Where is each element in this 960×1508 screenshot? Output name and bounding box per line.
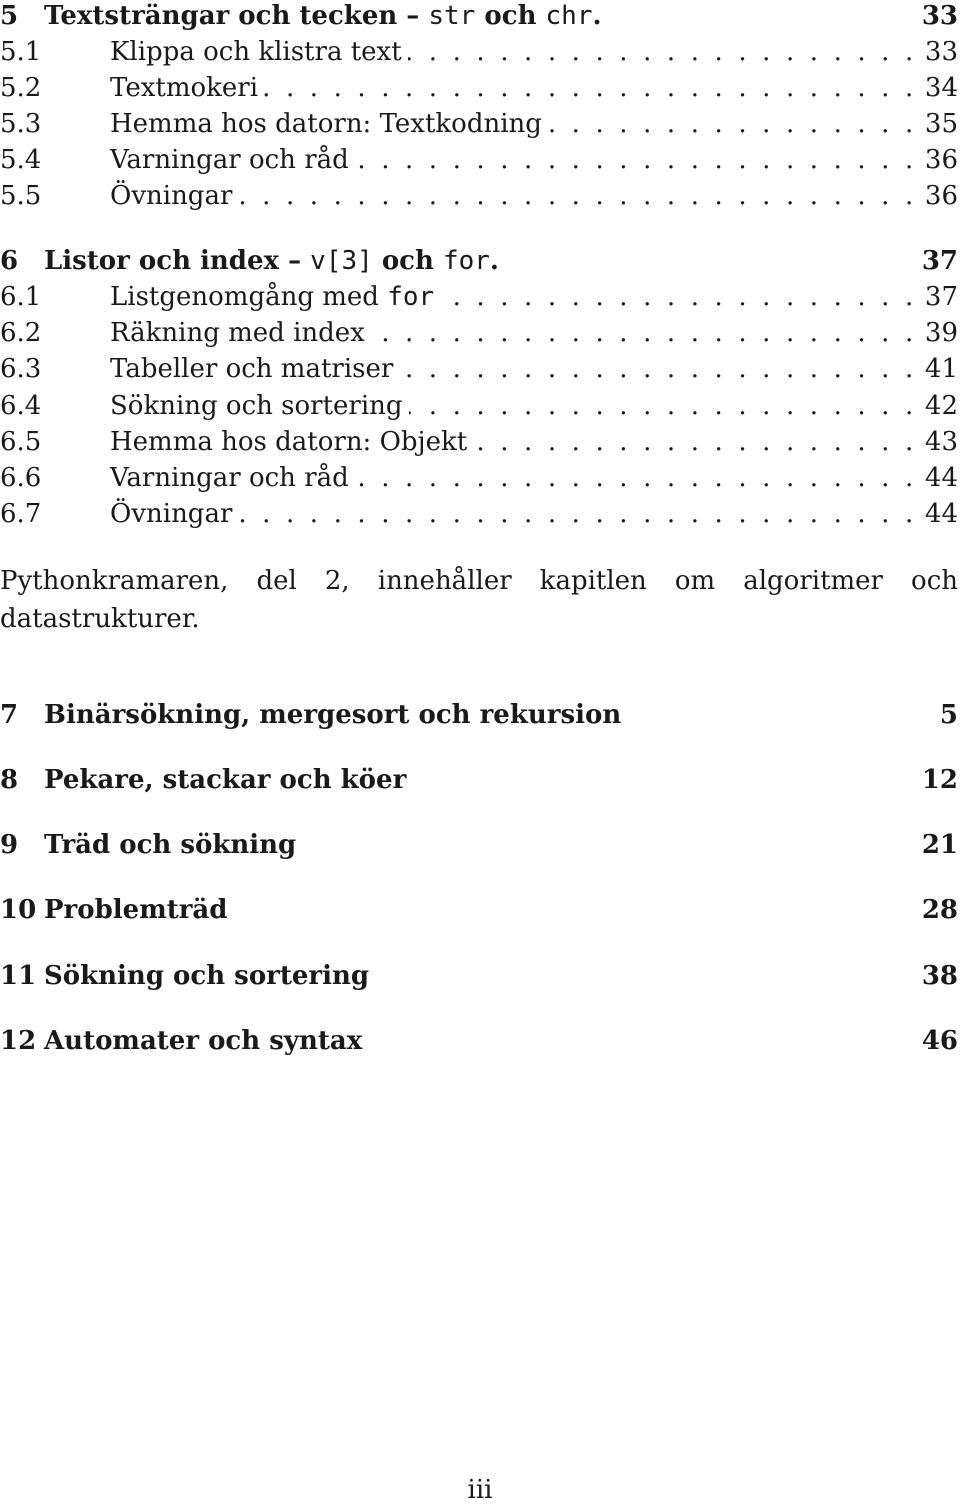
toc-section-5-3[interactable]	[0, 106, 958, 142]
chapter-title: Träd och sökning	[44, 830, 297, 860]
toc-chapter-8[interactable]	[0, 762, 958, 798]
chapter-title: Listor och index – v[3] och for.	[44, 246, 499, 276]
section-number: 6.5	[0, 427, 42, 457]
section-title: Övningar	[110, 181, 233, 211]
chapter-title: Automater och syntax	[44, 1026, 363, 1056]
section-page: 34	[924, 73, 958, 103]
toc-section-6-4[interactable]	[0, 388, 958, 424]
toc-section-5-2[interactable]	[0, 70, 958, 106]
section-page: 42	[924, 391, 958, 421]
chapter-title: Binärsökning, mergesort och rekursion	[44, 700, 622, 730]
dot-leader	[440, 279, 925, 315]
page-number: iii	[467, 1475, 493, 1505]
chapter-number: 6	[0, 246, 19, 276]
section-title: Hemma hos datorn: Objekt	[110, 427, 468, 457]
section-page: 35	[924, 109, 958, 139]
dot-leader	[371, 315, 925, 351]
chapter-page: 28	[921, 895, 958, 925]
chapter-page: 46	[921, 1026, 958, 1056]
chapter-page: 37	[921, 246, 958, 276]
toc-chapter-10[interactable]	[0, 892, 958, 928]
section-title: Sökning och sortering	[110, 391, 403, 421]
section-title: Räkning med index	[110, 318, 365, 348]
section-page: 44	[924, 463, 958, 493]
dot-leader	[238, 496, 925, 532]
chapter-number: 5	[0, 1, 19, 31]
section-number: 6.3	[0, 354, 42, 384]
section-title-code: for	[387, 282, 435, 312]
section-title: Tabeller och matriser	[110, 354, 394, 384]
section-title: Varningar och råd	[110, 463, 349, 493]
section-title: Övningar	[110, 499, 233, 529]
section-number: 6.6	[0, 463, 42, 493]
section-title: Hemma hos datorn: Textkodning	[110, 109, 542, 139]
toc-chapter-5[interactable]	[0, 0, 958, 34]
dot-leader	[238, 178, 925, 214]
chapter-number: 11	[0, 961, 37, 991]
section-title: Textmokeri	[110, 73, 259, 103]
toc-section-6-6[interactable]	[0, 460, 958, 496]
dot-leader	[408, 34, 925, 70]
toc-chapter-12[interactable]	[0, 1023, 958, 1059]
toc-section-6-7[interactable]	[0, 496, 958, 532]
toc-section-6-2[interactable]	[0, 315, 958, 351]
section-number: 5.1	[0, 37, 42, 67]
chapter-title: Sökning och sortering	[44, 961, 370, 991]
toc-section-5-5[interactable]	[0, 178, 958, 214]
section-number: 5.5	[0, 181, 42, 211]
chapter-number: 10	[0, 895, 37, 925]
section-page: 39	[924, 318, 958, 348]
toc-section-6-5[interactable]	[0, 424, 958, 460]
dot-leader	[264, 70, 925, 106]
toc-chapter-7[interactable]	[0, 697, 958, 733]
dot-leader	[355, 460, 925, 496]
section-title: Varningar och råd	[110, 145, 349, 175]
part2-note: Pythonkramaren, del 2, innehåller kapitlen om algoritmer och datastrukturer.	[0, 566, 958, 634]
dot-leader	[355, 142, 925, 178]
toc-chapter-11[interactable]	[0, 958, 958, 994]
chapter-page: 33	[921, 1, 958, 31]
section-number: 5.3	[0, 109, 42, 139]
section-title: Klippa och klistra text	[110, 37, 402, 67]
toc-chapter-6[interactable]	[0, 243, 958, 279]
toc-section-5-1[interactable]	[0, 34, 958, 70]
section-number: 5.2	[0, 73, 42, 103]
chapter-page: 21	[921, 830, 958, 860]
chapter-page: 12	[921, 765, 958, 795]
section-number: 6.1	[0, 282, 42, 312]
chapter-number: 9	[0, 830, 19, 860]
section-page: 44	[924, 499, 958, 529]
dot-leader	[409, 388, 925, 424]
section-number: 6.7	[0, 499, 42, 529]
toc-section-6-3[interactable]	[0, 351, 958, 387]
chapter-number: 7	[0, 700, 19, 730]
section-number: 6.4	[0, 391, 42, 421]
section-page: 43	[924, 427, 958, 457]
section-page: 33	[924, 37, 958, 67]
chapter-title: Problemträd	[44, 895, 228, 925]
section-number: 5.4	[0, 145, 42, 175]
dot-leader	[473, 424, 925, 460]
chapter-number: 12	[0, 1026, 37, 1056]
section-page: 36	[924, 145, 958, 175]
dot-leader	[399, 351, 925, 387]
chapter-page: 38	[921, 961, 958, 991]
section-number: 6.2	[0, 318, 42, 348]
chapter-number: 8	[0, 765, 19, 795]
toc-section-6-1[interactable]	[0, 279, 958, 315]
chapter-title: Textsträngar och tecken – str och chr.	[44, 1, 602, 31]
section-page: 36	[924, 181, 958, 211]
chapter-page: 5	[939, 700, 958, 730]
section-page: 37	[924, 282, 958, 312]
dot-leader	[548, 106, 925, 142]
section-page: 41	[924, 354, 958, 384]
toc-chapter-9[interactable]	[0, 827, 958, 863]
chapter-title: Pekare, stackar och köer	[44, 765, 407, 795]
toc-section-5-4[interactable]	[0, 142, 958, 178]
section-title: Listgenomgång med for	[110, 282, 435, 312]
